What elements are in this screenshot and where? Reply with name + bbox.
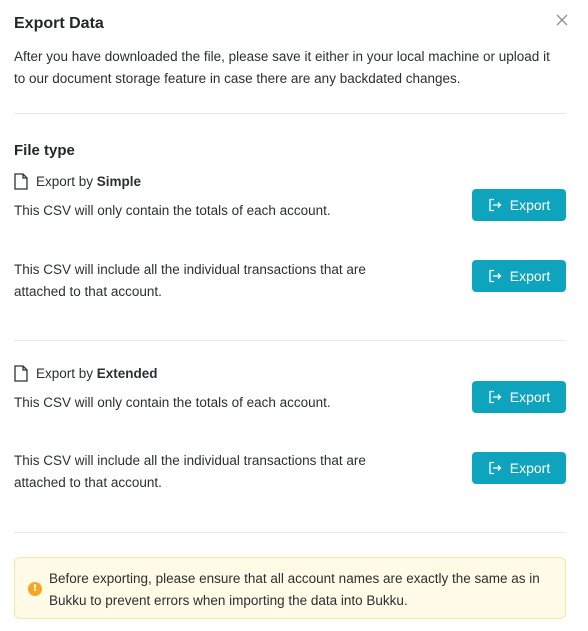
export-label: Export [509, 460, 551, 476]
dialog-title: Export Data [14, 15, 104, 32]
export-label: Export [509, 389, 551, 405]
file-type-label: File type [14, 142, 75, 159]
export-label: Export [509, 197, 551, 213]
export-icon [488, 269, 502, 283]
export-extended-transactions-button[interactable] [472, 452, 566, 484]
export-icon [488, 198, 502, 212]
dialog-intro: After you have downloaded the file, please save it either in your local machine or upload it to our document storage feature in case there are any backdated changes. [14, 49, 550, 86]
file-icon [14, 365, 28, 382]
export-icon [488, 390, 502, 404]
group-prefix: Export by [36, 366, 97, 381]
divider [14, 340, 566, 341]
export-label: Export [509, 268, 551, 284]
divider [14, 113, 566, 114]
divider [14, 532, 566, 533]
warning-icon: ! [28, 582, 42, 596]
group-extended-header [14, 365, 158, 382]
extended-transactions-text: This CSV will include all the individual transactions that are attached to that account. [14, 453, 366, 490]
export-icon [488, 461, 502, 475]
export-simple-totals-button[interactable] [472, 189, 566, 221]
group-prefix: Export by [36, 174, 97, 189]
export-simple-transactions-button[interactable] [472, 260, 566, 292]
extended-totals-text: This CSV will only contain the totals of each account. [14, 395, 331, 410]
export-extended-totals-button[interactable] [472, 381, 566, 413]
group-name: Extended [96, 366, 158, 381]
notice-text: Before exporting, please ensure that all account names are exactly the same as in Bukku to prevent errors when importing the data into Bukku. [49, 571, 540, 608]
close-icon[interactable] [554, 12, 570, 28]
warning-notice [14, 557, 566, 619]
group-name: Simple [96, 174, 142, 189]
simple-transactions-text: This CSV will include all the individual transactions that are attached to that account. [14, 262, 366, 299]
file-icon [14, 173, 28, 190]
simple-totals-text: This CSV will only contain the totals of each account. [14, 203, 331, 218]
group-simple-header [14, 173, 141, 190]
